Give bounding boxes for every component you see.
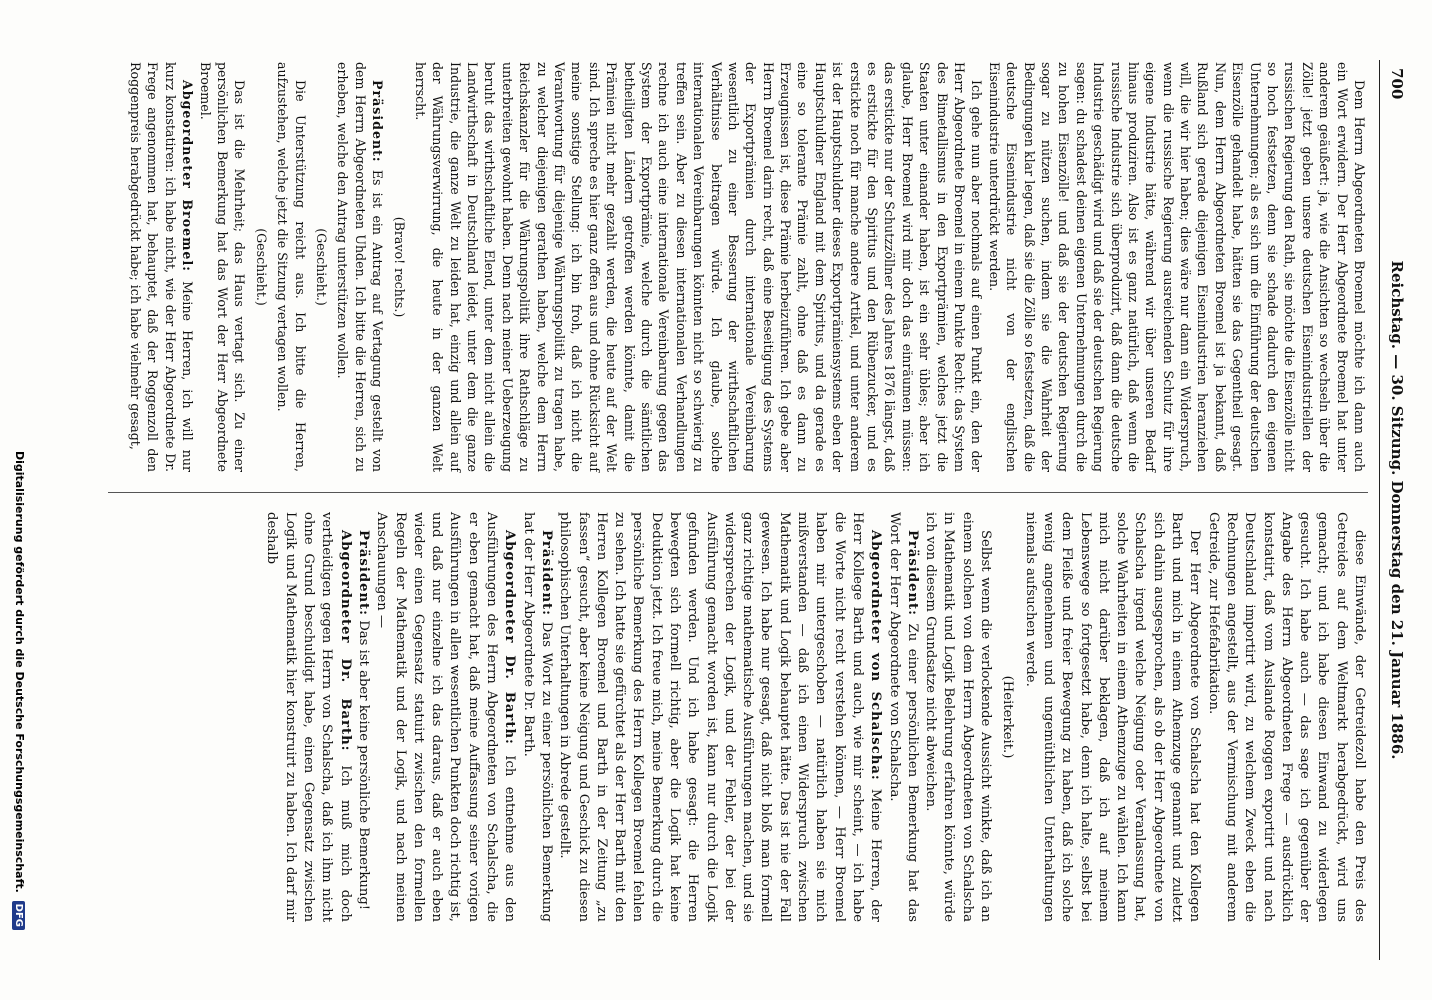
speech-paragraph bbox=[354, 512, 372, 922]
body-paragraph: Ich gehe nun aber nochmals auf einen Punkt ein, den der Herr Abgeordnete Broemel in einem Punkte Recht: das System des Bimetallismus in den Exportprämien, welches jetzt die Staaten unter einander haben, ist ein sehr übles; aber ich glaube, Herr Broemel wird mir doch das einräumen müssen: das erstickte nur der Schutzzöllner des Jahres 1876 längst, daß es erstickte für den Spiritus und den Rübenzucker, und es erstickte noch für manche andere Artikel, und unter anderem ist der Hauptschuldner dieses Exportprämiensystems eben der Hauptschuldner England mit dem Spiritus, und da gerade es eine so tolerante Prämie zahlt, ohne daß es dann zu Erzeugnissen ist, diese Prämie herbeizuführen. Ich gebe aber Herrn Broemel darin recht, daß eine Beseitigung des Systems der Exportprämien durch internationale Vereinbarung wesentlich zu einer Besserung der wirthschaftlichen Verhältnisse beitragen würde. Ich glaube, solche internationalen Vereinbarungen könnten nicht so schwierig zu treffen sein. Aber zu diesen internationalen Verhandlungen rechne ich auch eine internationale Vereinbarung gegen das System der Exportprämie, welche durch die sämtlichen betheiligten Ländern getroffen werden könnte, damit die Prämien nicht mehr gezahlt werden, die heute auf der Welt sind. Ich spreche es hier ganz offen aus und ohne Rücksicht auf meine sonstige Stellung: ich bin froh, daß ich nicht die Verantwortung für diejenige Währungspolitik zu tragen habe, zu welcher diejenigen gerathen haben, welche dem Herrn Reichskanzler für die Währungspolitik ihre Rathschläge zu unterbreiten gewohnt haben. Denn nach meiner Ueberzeugung beruht das wirthschaftliche Elend, unter dem nicht allein die Landwirthschaft in Deutschland leidet, unter dem die ganze Industrie, die ganze Welt zu leiden hat, einzig und allein auf der Währungsverwirrung, die heute in der ganzen Welt herrscht. bbox=[412, 62, 985, 472]
speaker-name: Präsident: bbox=[904, 530, 920, 617]
speech-text: Das ist aber keine persönliche Bemerkung! bbox=[355, 620, 371, 911]
page-title: Reichstag. — 30. Sitzung. Donnerstag den 21. Januar 1886. bbox=[1388, 260, 1406, 760]
speech-paragraph bbox=[127, 62, 197, 472]
speech-paragraph bbox=[372, 512, 518, 922]
dfg-logo: DFG bbox=[12, 901, 25, 930]
speech-text: Ich entnehme aus den Ausführungen des Herrn Abgeordneten von Schalscha, die er eben gemacht hat, daß meine Auffassung seiner vorigen Ausführungen in allen wesentlichen Punkten doch richtig ist, und daß nur einzelne ich das daraus, daß er auch eben wieder einen Gegensatz statuirt zwischen den formellen Regeln der Mathematik und der Logik, und nach meinen Anschauungen — bbox=[374, 512, 518, 922]
speaker-name: Abgeordneter Dr. Barth: bbox=[337, 530, 353, 752]
speaker-name: Abgeordneter Broemel: bbox=[180, 80, 196, 272]
stage-direction: (Heiterkeit.) bbox=[1000, 675, 1016, 759]
page-number: 700 bbox=[1388, 68, 1406, 100]
speaker-name: Abgeordneter von Schalscha: bbox=[868, 530, 884, 781]
body-paragraph: diese Einwände, der Getreidezoll habe den Preis des Getreides auf dem Weltmarkt herabgedrückt, wird uns gemacht; und ich habe diesen Einwand zu widerlegen gesucht. Ich habe auch — das sage ich gegenüber der Angabe des Herrn Abgeordneten Frege — ausdrücklich konstatirt, daß vom Auslande Roggen exportirt und nach Deutschland importirt wird, zu welchem Zweck eben die Rechnungen angestellt, aus der Vermischung mit anderem Getreide, zur Hefefabrikation. bbox=[1205, 512, 1367, 922]
speaker-name: Präsident: bbox=[538, 530, 554, 617]
body-paragraph: Dem Herrn Abgeordneten Broemel möchte ich dann auch ein Wort erwidern. Der Herr Abgeordnete Broemel hat unter anderem geäußert: ja, wie die Ansichten so wechseln über die Zölle! jetzt geben unsere deutschen Eisenindustriellen der russischen Regierung den Rath, sie möchte die Eisenzölle nicht so hoch festsetzen, denn sie schade dadurch den eigenen Unternehmungen; als es sich um die Einführung der deutschen Eisenzölle gehandelt habe, hätten sie das Gegentheil gesagt. Nun, dem Herrn Abgeordneten Broemel ist ja bekannt, daß Rußland sich gerade diejenigen Eisenindustrien heranziehen will, die wir hier haben; dies wäre nur dann ein Widerspruch, wenn die russische Regierung ausreichenden Schutz für ihre eigene Industrie hätte, während wir über unseren Bedarf hinaus produziren. Also ist es ganz natürlich, daß wenn die russische Industrie sich überproduzirt, daß dann die deutsche Industrie geschädigt wird und daß sie der deutschen Regierung sagen: du schadest deinen eigenen Unternehmungen durch die zu hohen Eisenzölle! und daß sie der deutschen Regierung sogar zu nützen suchen, indem sie die Wahrheit der Bedingungen klar legen, daß sie die Zölle so festsetzen, daß die deutsche Eisenindustrie nicht von der englischen Eisenindustrie unterdrückt werden. bbox=[986, 62, 1367, 472]
speech-paragraph bbox=[518, 512, 555, 922]
speech-paragraph bbox=[555, 512, 884, 922]
credit-text: Digitalisierung gefördert durch die Deutsche Forschungsgemeinschaft bbox=[13, 450, 26, 889]
speech-text: Zu einer persönlichen Bemerkung hat das Wort der Herr Abgeordnete von Schalscha. bbox=[886, 512, 920, 922]
left-column bbox=[127, 62, 1368, 472]
digitization-credit: Digitalisierung gefördert durch die Deutsche Forschungsgemeinschaft. DFG bbox=[6, 0, 26, 1000]
speech-text: Das Wort zu einer persönlichen Bemerkung hat der Herr Abgeordnete Dr. Barth. bbox=[520, 512, 554, 922]
speech-paragraph bbox=[334, 62, 386, 472]
right-column bbox=[262, 512, 1368, 922]
body-paragraph: Die Unterstützung reicht aus. Ich bitte die Herren, aufzustehen, welche jetzt die Sitzung vertagen wollen. bbox=[275, 62, 308, 472]
body-paragraph: Selbst wenn die verlockende Aussicht winkte, daß ich an einem solchen von dem Herrn Abgeordneten von Schalscha in Mathematik und Logik Belehrung erfahren könnte, würde ich von diesem Grundsatze nicht abweichen. bbox=[923, 512, 994, 922]
speech-text: Meine Herren, der Herr Kollege Barth und auch, wie mir scheint, — ich habe die Worte nicht recht verstehen können, — Herr Broemel haben mir untergeschoben — natürlich haben sie mich mißverstanden — daß ich einen Widerspruch zwischen Mathematik und Logik behauptet hätte. Das ist nie der Fall gewesen. Ich habe nur gesagt, daß nicht bloß man formell ganz richtige mathematische Ausführungen machen, und sie widersprechen der Logik, und der Fehler, der bei der Ausführung gemacht worden ist, kann nur durch die Logik gefunden werden. Und ich habe gesagt: die Herren bewegten sich formell richtig, aber die Logik hat keine Deduktion jetzt. Ich freue mich, meine Bemerkung durch die persönliche Bemerkung des Herrn Kollegen Broemel fehlen zu sehen. Ich hatte sie gefürchtet als der Herr Barth mit den Herren Kollegen Broemel und Barth in der Zeitung „zu fassen“ gesucht, aber keine Neigung und Geschick zu diesen philosophischen Unterhaltungen in Abrede gestellt. bbox=[557, 512, 884, 922]
stage-direction: (Geschieht.) bbox=[313, 228, 329, 306]
speech-paragraph bbox=[884, 512, 921, 922]
stage-direction: (Bravo! rechts.) bbox=[391, 216, 407, 318]
speech-text: Es ist ein Antrag auf Vertagung gestellt von dem Herrn Abgeordneten Uhden. Ich bitte die Herren, sich zu erheben, welche den Antrag unterstützen wollen. bbox=[335, 62, 386, 472]
speech-text: Ich muß mich doch vertheidigen gegen Herrn von Schalscha, daß ich ihm nicht ohne Grund beschuldigt habe, einen Gegensatz zwischen Logik und Mathematik hier konstruirt zu haben. Ich darf mir deshalb bbox=[264, 512, 353, 922]
body-paragraph: Das ist die Mehrheit; das Haus vertagt sich. Zu einer persönlichen Bemerkung hat das Wort der Herr Abgeordnete Broemel. bbox=[197, 62, 248, 472]
body-paragraph: Der Herr Abgeordnete von Schalscha hat den Kollegen Barth und mich in einem Athemzuge genannt und zuletzt sich dahin ausgesprochen, als ob der Herr Abgeordnete von Schalscha irgend welche Neigung oder Veranlassung hat, solche Wahrheiten in einem Athemzuge zu wählen. Ich kann mich nicht darüber beklagen, daß ich auf meinem Lebenswege so fortgesetzt habe, denn ich halte, selbst bei dem Fleiße und freier Bewegung zu haben, daß ich solche wenig angenehmen und ungemüthlichen Unterhaltungen niemals aufsuchen werde. bbox=[1022, 512, 1203, 922]
page-header bbox=[1379, 60, 1410, 960]
speaker-name: Präsident: bbox=[370, 80, 386, 163]
stage-direction: (Geschieht.) bbox=[253, 228, 269, 306]
speech-paragraph bbox=[262, 512, 353, 922]
column-divider bbox=[108, 492, 1368, 493]
speaker-name: Präsident: bbox=[355, 530, 371, 617]
speech-text: Meine Herren, ich will nur kurz konstatiren: ich habe nicht, wie der Herr Abgeordnete Dr. Frege angenommen hat, behauptet, daß der Roggenzoll den Roggenpreis herabgedrückt habe; ich habe vielmehr gesagt, bbox=[128, 62, 196, 473]
speaker-name: Abgeordneter Dr. Barth: bbox=[502, 530, 518, 745]
